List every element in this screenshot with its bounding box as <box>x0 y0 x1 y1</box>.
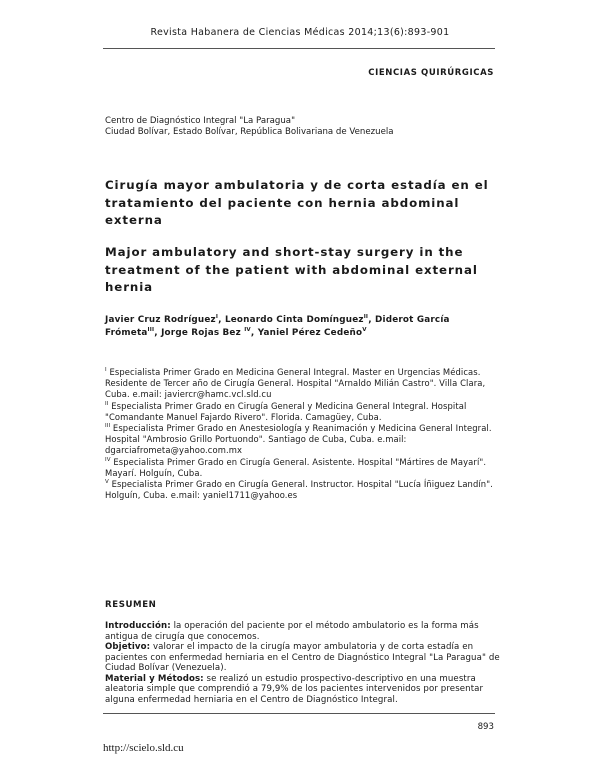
abstract-heading: RESUMEN <box>105 600 157 610</box>
author-mark: II <box>363 314 369 321</box>
header-divider <box>103 48 495 49</box>
page-number: 893 <box>477 722 494 732</box>
footer-url[interactable]: http://scielo.sld.cu <box>103 742 184 754</box>
author-mark: IV <box>244 326 251 333</box>
abstract-body <box>105 621 500 705</box>
institution-location: Ciudad Bolívar, Estado Bolívar, República Bolivariana de Venezuela <box>105 127 394 137</box>
section-label: CIENCIAS QUIRÚRGICAS <box>368 68 494 78</box>
abstract-paragraph: Introducción: la operación del paciente por el método ambulatorio es la forma más antigua de cirugía que conocemos. <box>105 621 479 642</box>
institution-name: Centro de Diagnóstico Integral "La Paragua" <box>105 116 296 126</box>
affiliation-item: $^{III}$ Especialista Primer Grado en Anestesiología y Reanimación y Medicina General Integral. Hospital "Ambrosio Grillo Portuondo". Santiago de Cuba, Cuba. e.mail: dgarciafrometa@yahoo.com.mx <box>105 423 492 456</box>
author-name: Leonardo Cinta Domínguez <box>224 315 364 325</box>
abstract-paragraph: Material y Métodos: se realizó un estudio prospectivo-descriptivo en una muestra aleatoria simple que comprendió a 79,9% de los pacientes intervenidos por presentar alguna enfermedad herniaria en el Centro de Diagnóstico Integral. <box>105 673 484 705</box>
author-name: Diderot García Frómeta <box>105 315 450 338</box>
author-mark: V <box>362 326 367 333</box>
title-spanish: Cirugía mayor ambulatoria y de corta estadía en el tratamiento del paciente con hernia abdominal externa <box>105 178 489 227</box>
footer-divider <box>103 713 495 714</box>
author-name: Yaniel Pérez Cedeño <box>257 327 363 338</box>
author-mark: III <box>147 326 155 333</box>
affiliation-item: $^{IV}$ Especialista Primer Grado en Cirugía General. Asistente. Hospital "Mártires de Mayarí". Mayarí. Holguín, Cuba. <box>105 456 487 478</box>
affiliation-item: $^{II}$ Especialista Primer Grado en Cirugía General y Medicina General Integral. Hospital "Comandante Manuel Fajardo Rivero". Florida. Camagüey, Cuba. <box>105 400 467 422</box>
author-name: Javier Cruz Rodríguez <box>105 315 216 325</box>
journal-header: Revista Habanera de Ciencias Médicas 2014;13(6):893-901 <box>150 27 450 38</box>
title-english: Major ambulatory and short-stay surgery in the treatment of the patient with abdominal external hernia <box>105 245 478 294</box>
author-mark: I <box>215 314 219 321</box>
author-list: Javier Cruz Rodríguez$^I$, Leonardo Cinta Domínguez$^{II}$, Diderot García Frómeta$^{III}$, Jorge Rojas Bez $^{IV}$, Yaniel Pérez Cedeño$^V$ <box>105 314 450 338</box>
affiliation-item: $^I$ Especialista Primer Grado en Medicina General Integral. Master en Urgencias Médicas. Residente de Tercer año de Cirugía General. Hospital "Arnaldo Milián Castro". Villa Clara, Cuba. e.mail: javiercr@hamc.vcl.sld.cu <box>105 367 486 400</box>
affiliation-item: $^V$ Especialista Primer Grado en Cirugía General. Instructor. Hospital "Lucía Íñiguez Landín". Holguín, Cuba. e.mail: yaniel1711@yahoo.es <box>105 479 493 501</box>
author-name: Jorge Rojas Bez <box>161 327 245 338</box>
abstract-paragraph: Objetivo: valorar el impacto de la cirugía mayor ambulatoria y de corta estadía en pacientes con enfermedad herniaria en el Centro de Diagnóstico Integral "La Paragua" de Ciudad Bolívar (Venezuela). <box>105 642 500 673</box>
affiliations <box>105 367 500 501</box>
